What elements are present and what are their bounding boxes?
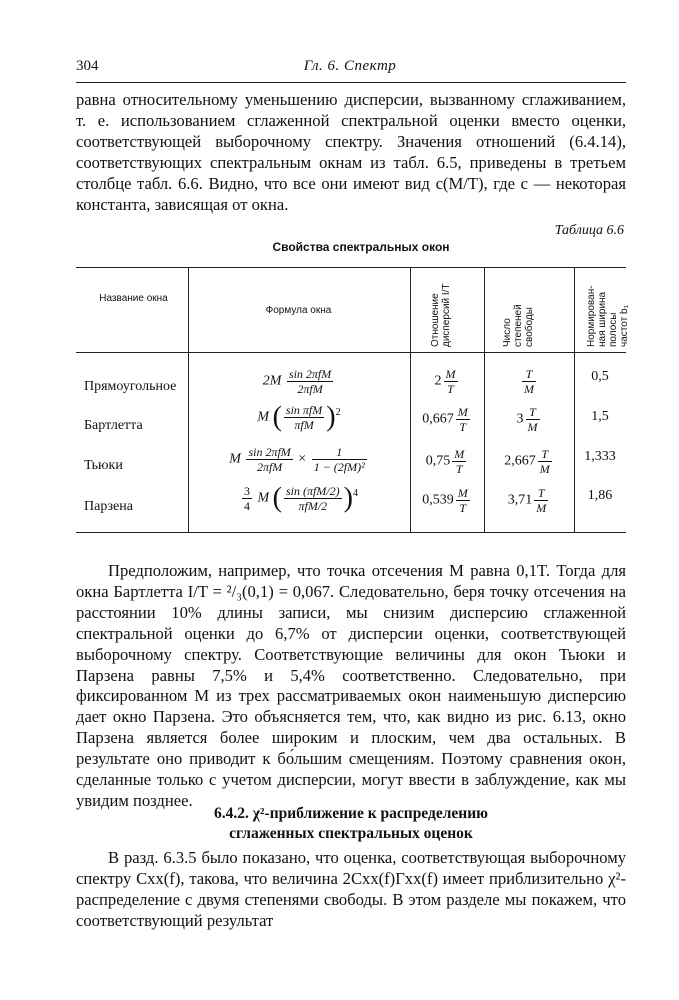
table-top-rule bbox=[76, 267, 626, 268]
table-bottom-rule bbox=[76, 532, 626, 533]
header-bandwidth-line: Нормирован- bbox=[586, 285, 597, 347]
dof-fraction bbox=[522, 367, 536, 396]
right-paren: ) bbox=[326, 401, 336, 433]
fraction-denominator: M bbox=[536, 501, 547, 515]
formula-fraction bbox=[287, 367, 333, 396]
fraction-denominator: 2πfM bbox=[297, 382, 323, 396]
fraction-numerator: T bbox=[534, 486, 548, 501]
table-header-rule bbox=[76, 352, 626, 353]
fraction-denominator: πfM/2 bbox=[298, 499, 328, 513]
header-window-formula: Формула окна bbox=[265, 305, 332, 316]
fraction-denominator: πfM bbox=[294, 418, 314, 432]
formula-coef: M bbox=[257, 490, 270, 506]
header-bandwidth-line: ная ширина bbox=[597, 291, 608, 347]
ratio-coef: 2 bbox=[434, 373, 442, 389]
fraction-denominator: T bbox=[459, 420, 467, 434]
fraction-numerator: sin 2πfM bbox=[248, 445, 291, 459]
header-bandwidth-line: частот b₁ bbox=[619, 305, 630, 347]
ratio-fraction bbox=[452, 447, 466, 476]
left-paren: ( bbox=[272, 401, 282, 433]
spectral-windows-table bbox=[76, 263, 630, 531]
formula-exponent: 4 bbox=[353, 488, 358, 500]
dof-rectangular bbox=[484, 367, 574, 396]
formula-fraction bbox=[312, 445, 367, 474]
header-rule bbox=[76, 82, 626, 83]
header-normalized-bandwidth bbox=[586, 285, 630, 347]
running-head: Гл. 6. Спектр bbox=[303, 58, 397, 74]
times-sign: × bbox=[298, 451, 307, 467]
dof-coef: 3 bbox=[516, 411, 524, 427]
bandwidth-bartlett: 1,5 bbox=[591, 409, 609, 424]
fraction-numerator: M bbox=[457, 486, 468, 500]
page-header bbox=[76, 58, 624, 78]
bandwidth-tukey: 1,333 bbox=[584, 449, 616, 464]
dof-bartlett bbox=[484, 405, 574, 434]
header-ratio-line: дисперсий I/T bbox=[441, 283, 452, 347]
header-bandwidth-line: полосы bbox=[608, 312, 619, 347]
paragraph-section-body: В разд. 6.3.5 было показано, что оценка, соответствующая выборочному спектру Cxx(f), такова, что величина 2Cxx(f)Γxx(f) имеет приблизительно χ²-распределение с двумя степенями свободы. В этом разделе мы покажем, что соответствующий результат bbox=[76, 848, 626, 930]
fraction-numerator: M bbox=[445, 367, 456, 381]
fraction-denominator: 4 bbox=[244, 499, 250, 513]
fraction-denominator: T bbox=[459, 501, 467, 515]
formula-parzen bbox=[188, 484, 410, 513]
formula-coef: M bbox=[257, 409, 270, 425]
fraction-numerator: sin πfM bbox=[285, 403, 323, 417]
fraction-numerator: 3 bbox=[244, 484, 250, 498]
paragraph-intro: равна относительному уменьшению дисперсии, вызванному сглаживанием, т. е. использованием сглаженной спектральной оценки вместо оценки, соответствующей выборочному спектру. Значения отношений (6.4.14), соответствующих спектральным окнам из табл. 6.5, приведены в третьем столбце табл. 6.6. Видно, что все они имеют вид c(M/T), где c — некоторая константа, зависящая от окна. bbox=[76, 90, 626, 214]
page-number: 304 bbox=[76, 58, 99, 74]
row-name-rectangular: Прямоугольное bbox=[84, 379, 177, 394]
fraction-numerator: sin (πfM/2) bbox=[286, 484, 340, 498]
ratio-rectangular bbox=[410, 367, 484, 396]
fraction-denominator: 2πfM bbox=[256, 460, 283, 474]
fraction-denominator: T bbox=[447, 382, 454, 396]
left-paren: ( bbox=[272, 482, 282, 514]
fraction-numerator: 1 bbox=[312, 445, 367, 460]
header-variance-ratio bbox=[430, 283, 452, 347]
dof-tukey bbox=[484, 447, 574, 476]
fraction-denominator: M bbox=[524, 382, 534, 396]
header-dof-line: свободы bbox=[524, 307, 535, 347]
header-degrees-of-freedom bbox=[502, 304, 535, 347]
fraction-numerator: M bbox=[454, 447, 465, 461]
ratio-fraction bbox=[444, 367, 458, 396]
fraction-denominator: T bbox=[455, 462, 463, 476]
header-dof-line: степеней bbox=[513, 304, 524, 347]
formula-coef: M bbox=[229, 451, 241, 467]
ratio-coef: 0,75 bbox=[425, 453, 451, 469]
ratio-fraction bbox=[456, 405, 470, 434]
ratio-coef: 0,539 bbox=[422, 492, 454, 508]
ratio-fraction bbox=[456, 486, 470, 515]
dof-coef: 2,667 bbox=[504, 453, 536, 469]
paragraph-example: Предположим, например, что точка отсечения M равна 0,1T. Тогда для окна Бартлетта I/T = ²/₃(0,1) = 0,067. Следовательно, беря точку отсечения на расстоянии 10% длины записи, мы снизим дисперсию сглаженной спектральной оценки до 6,7% от дисперсии оценки, соответствующей выборочному спектру. Соответствующие величины для окон Тьюки и Парзена равны 7,5% и 5,4% соответственно. Следовательно, при фиксированном M из трех рассматриваемых окон наименьшую дисперсию дает окно Парзена. Это объясняется тем, что, как видно из рис. 6.13, окно Парзена является более широким и плоским, чем два остальных. В результате оно приводит к бо́льшим смещениям. Поэтому сравнения окон, сделанные только с учетом дисперсии, могут ввести в заблуждение, как мы увидим позднее. bbox=[76, 561, 626, 810]
dof-coef: 3,71 bbox=[507, 492, 533, 508]
dof-fraction bbox=[526, 405, 540, 434]
formula-bartlett bbox=[188, 403, 410, 432]
fraction-numerator: T bbox=[522, 367, 536, 382]
row-name-tukey: Тьюки bbox=[84, 458, 123, 473]
header-window-name: Название окна bbox=[99, 293, 168, 304]
dof-fraction bbox=[538, 447, 552, 476]
formula-fraction bbox=[242, 484, 252, 513]
table-title: Свойства спектральных окон bbox=[272, 240, 450, 254]
ratio-coef: 0,667 bbox=[422, 411, 454, 427]
header-ratio-line: Отношение bbox=[430, 293, 441, 347]
section-heading bbox=[76, 804, 626, 844]
ratio-parzen bbox=[410, 486, 484, 515]
row-name-parzen: Парзена bbox=[84, 499, 133, 514]
ratio-bartlett bbox=[410, 405, 484, 434]
table-caption: Таблица 6.6 bbox=[554, 223, 624, 238]
ratio-tukey bbox=[410, 447, 484, 476]
header-dof-line: Число bbox=[502, 318, 513, 347]
fraction-numerator: M bbox=[457, 405, 468, 419]
fraction-denominator: 1 − (2fM)² bbox=[313, 460, 365, 474]
formula-tukey bbox=[188, 445, 410, 474]
formula-rectangular bbox=[188, 367, 410, 396]
dof-fraction bbox=[534, 486, 548, 515]
right-paren: ) bbox=[343, 482, 353, 514]
fraction-numerator: T bbox=[526, 405, 540, 420]
fraction-numerator: sin 2πfM bbox=[288, 367, 332, 381]
bandwidth-parzen: 1,86 bbox=[587, 488, 613, 503]
fraction-numerator: T bbox=[538, 447, 552, 462]
dof-parzen bbox=[484, 486, 574, 515]
formula-exponent: 2 bbox=[335, 407, 341, 419]
section-heading-line: сглаженных спектральных оценок bbox=[229, 825, 473, 842]
formula-coef: 2M bbox=[262, 373, 282, 389]
row-name-bartlett: Бартлетта bbox=[84, 418, 143, 433]
section-heading-line: 6.4.2. χ²-приближение к распределению bbox=[213, 805, 488, 822]
formula-fraction bbox=[284, 403, 324, 432]
formula-fraction bbox=[284, 484, 342, 513]
fraction-denominator: M bbox=[539, 462, 550, 476]
bandwidth-rectangular: 0,5 bbox=[591, 369, 609, 384]
fraction-denominator: M bbox=[527, 420, 538, 434]
formula-fraction bbox=[246, 445, 292, 474]
